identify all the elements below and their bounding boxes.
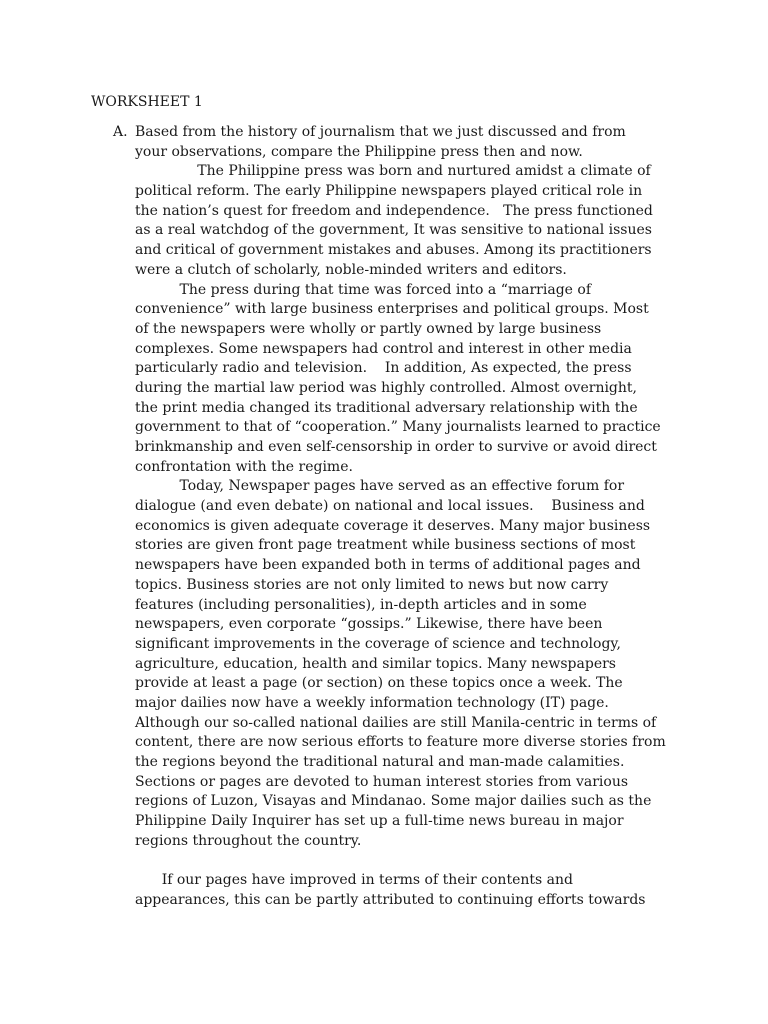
text-line: the print media changed its traditional adversary relationship with the bbox=[135, 399, 638, 416]
text-line: The Philippine press was born and nurtured amidst a climate of bbox=[135, 163, 651, 180]
text-line: Philippine Daily Inquirer has set up a full-time news bureau in major bbox=[135, 813, 624, 830]
paragraph-gap bbox=[135, 851, 691, 871]
text-line: If our pages have improved in terms of their contents and bbox=[135, 872, 573, 889]
item-marker: A. bbox=[113, 124, 128, 140]
text-line: during the martial law period was highly controlled. Almost overnight, bbox=[135, 379, 637, 396]
text-line: Sections or pages are devoted to human interest stories from various bbox=[135, 773, 629, 790]
text-line: significant improvements in the coverage of science and technology, bbox=[135, 635, 621, 652]
text-line: stories are given front page treatment while business sections of most bbox=[135, 537, 636, 554]
text-line: political reform. The early Philippine newspapers played critical role in bbox=[135, 183, 643, 200]
item-body bbox=[135, 123, 691, 911]
text-line: features (including personalities), in-depth articles and in some bbox=[135, 596, 587, 613]
text-line: economics is given adequate coverage it deserves. Many major business bbox=[135, 517, 651, 534]
worksheet-title: WORKSHEET 1 bbox=[91, 94, 203, 110]
text-line: Based from the history of journalism that we just discussed and from bbox=[135, 124, 626, 140]
text-line: newspapers have been expanded both in terms of additional pages and bbox=[135, 557, 641, 574]
text-line: Today, Newspaper pages have served as an effective forum for bbox=[135, 478, 625, 495]
text-line: appearances, this can be partly attributed to continuing efforts towards bbox=[135, 891, 646, 908]
text-line: your observations, compare the Philippine press then and now. bbox=[135, 143, 583, 160]
text-line: confrontation with the regime. bbox=[135, 458, 353, 475]
text-line: major dailies now have a weekly information technology (IT) page. bbox=[135, 694, 609, 711]
text-line: complexes. Some newspapers had control and interest in other media bbox=[135, 340, 632, 357]
text-line: provide at least a page (or section) on these topics once a week. The bbox=[135, 675, 623, 692]
text-line: content, there are now serious efforts to feature more diverse stories from bbox=[135, 734, 666, 751]
text-line: regions throughout the country. bbox=[135, 832, 362, 849]
text-line: Although our so-called national dailies are still Manila-centric in terms of bbox=[135, 714, 657, 731]
text-line: of the newspapers were wholly or partly owned by large business bbox=[135, 320, 602, 337]
text-line: the regions beyond the traditional natural and man-made calamities. bbox=[135, 754, 625, 770]
text-line: the nation’s quest for freedom and independence. The press functioned bbox=[135, 202, 653, 219]
text-line: agriculture, education, health and similar topics. Many newspapers bbox=[135, 655, 616, 672]
text-line: topics. Business stories are not only limited to news but now carry bbox=[135, 576, 609, 593]
text-line: newspapers, even corporate “gossips.” Likewise, there have been bbox=[135, 616, 603, 633]
text-line: regions of Luzon, Visayas and Mindanao. Some major dailies such as the bbox=[135, 793, 652, 810]
text-line: particularly radio and television. In addition, As expected, the press bbox=[135, 360, 632, 377]
text-line: as a real watchdog of the government, It was sensitive to national issues bbox=[135, 222, 652, 239]
text-line: and critical of government mistakes and abuses. Among its practitioners bbox=[135, 242, 652, 259]
text-line: The press during that time was forced into a “marriage of bbox=[135, 281, 592, 298]
text-line: government to that of “cooperation.” Many journalists learned to practice bbox=[135, 419, 661, 436]
text-line: were a clutch of scholarly, noble-minded writers and editors. bbox=[135, 261, 567, 278]
text-line: brinkmanship and even self-censorship in order to survive or avoid direct bbox=[135, 439, 657, 455]
text-line: dialogue (and even debate) on national and local issues. Business and bbox=[135, 498, 645, 515]
text-line: convenience” with large business enterprises and political groups. Most bbox=[135, 301, 649, 318]
